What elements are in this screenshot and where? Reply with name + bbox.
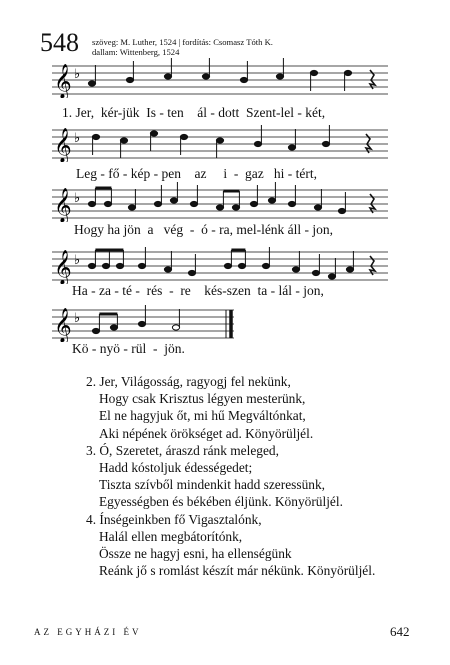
hymn-credits bbox=[92, 37, 273, 57]
verse-line: Egyességben és békében éljünk. Könyörüljél. bbox=[99, 494, 343, 510]
svg-text:𝄞: 𝄞 bbox=[54, 128, 72, 162]
svg-text:𝄞: 𝄞 bbox=[54, 308, 72, 342]
lyric-line-1: 1. Jer, kér-jük Is - ten ál - dott Szent-lel - két, bbox=[62, 105, 326, 120]
svg-text:♭: ♭ bbox=[74, 253, 81, 268]
page-number: 642 bbox=[390, 624, 410, 639]
verse-line: Hadd kóstoljuk édességedet; bbox=[99, 460, 253, 476]
verses-block bbox=[86, 373, 375, 579]
verse-line: 4. Ínségeinkben fő Vigasztalónk, bbox=[86, 511, 262, 527]
running-footer: AZ EGYHÁZI ÉV bbox=[34, 627, 142, 637]
music-staff-3 bbox=[52, 182, 388, 222]
lyric-line-2: Leg - fő - kép - pen az i - gaz hi - tért, bbox=[76, 166, 318, 181]
svg-text:♭: ♭ bbox=[74, 311, 81, 326]
svg-text:♭: ♭ bbox=[74, 191, 81, 206]
music-staff-5 bbox=[52, 302, 238, 342]
lyric-line-3: Hogy ha jön a vég - ó - ra, mel-lénk áll - jon, bbox=[74, 222, 334, 237]
music-staff-1 bbox=[52, 58, 388, 98]
music-staff-4 bbox=[52, 244, 388, 284]
svg-text:♭: ♭ bbox=[74, 131, 81, 146]
verse-line: Össze ne hagyj esni, ha ellenségünk bbox=[99, 546, 292, 562]
lyric-line-5: Kö - nyö - rül - jön. bbox=[72, 341, 185, 356]
svg-text:𝄞: 𝄞 bbox=[54, 188, 72, 222]
verse-line: Aki népének örökséget ad. Könyörüljél. bbox=[99, 425, 314, 441]
verse-line: 2. Jer, Világosság, ragyogj fel nekünk, bbox=[86, 374, 291, 389]
verse-line: Tiszta szívből mindenkit hadd szeressünk, bbox=[99, 477, 326, 493]
svg-text:𝄞: 𝄞 bbox=[54, 250, 72, 284]
verse-line: 3. Ó, Szeretet, áraszd ránk meleged, bbox=[86, 442, 279, 458]
svg-text:𝄞: 𝄞 bbox=[54, 64, 72, 98]
verse-line: El ne hagyjuk őt, mi hű Megváltónkat, bbox=[99, 408, 306, 424]
melody-credit: dallam: Wittenberg, 1524 bbox=[92, 47, 180, 57]
verse-line: Hogy csak Krisztus légyen mesterünk, bbox=[99, 391, 306, 407]
svg-text:♭: ♭ bbox=[74, 67, 81, 82]
text-credit: szöveg: M. Luther, 1524 | fordítás: Csomasz Tóth K. bbox=[92, 37, 273, 47]
verse-line: Halál ellen megbátorítónk, bbox=[99, 528, 243, 544]
music-staff-2 bbox=[52, 122, 388, 162]
lyric-line-4: Ha - za - té - rés - re kés-szen ta - lál - jon, bbox=[72, 283, 324, 298]
hymn-number: 548 bbox=[40, 28, 79, 57]
verse-line: Reánk jő s romlást készít már nékünk. Könyörüljél. bbox=[99, 563, 376, 579]
